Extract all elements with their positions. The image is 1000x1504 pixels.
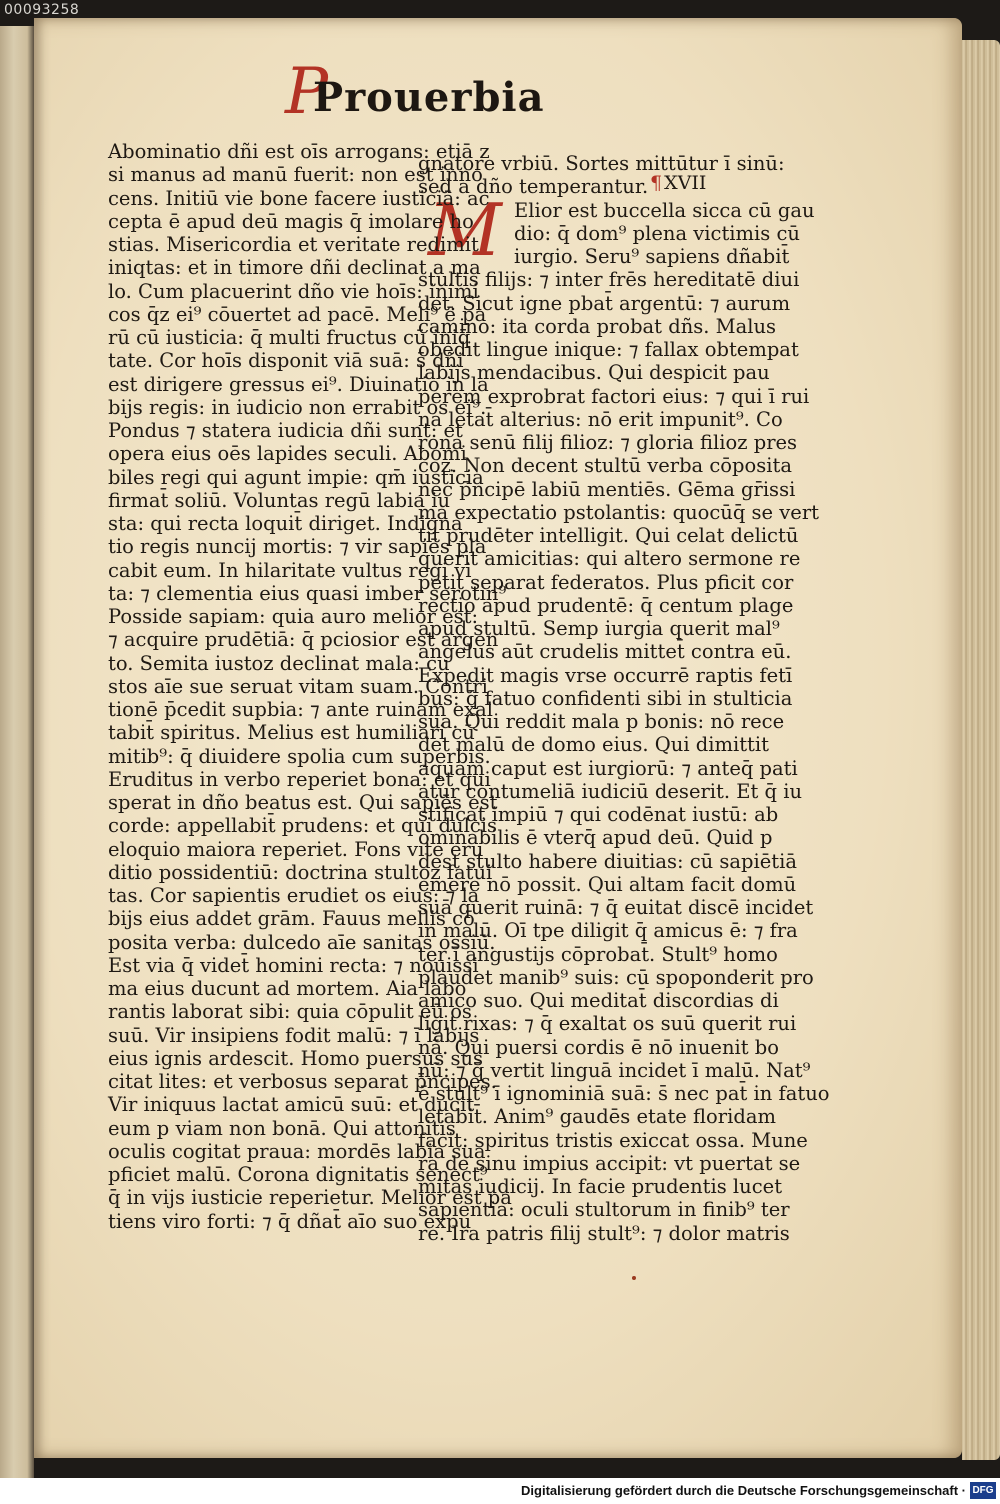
text-line: Est via q̄ videt̄ homini recta: ⁊ nouissi bbox=[108, 953, 479, 977]
text-column-right bbox=[418, 152, 830, 1245]
decorated-initial-letter: M bbox=[428, 188, 502, 272]
text-line: ma eius ducunt ad mortem. Aia labo bbox=[108, 977, 467, 1000]
text-line: sperat in dño beatus est. Qui sapiēs est bbox=[108, 791, 498, 814]
text-line: ditio possidentiū: doctrina stultoz fatui bbox=[108, 860, 493, 884]
text-line: corde: appellabit̄ prudens: et qui dulcis bbox=[108, 814, 497, 838]
text-line: angelus aūt crudelis mittet̄ contra eū. bbox=[418, 640, 792, 664]
text-line: ē stult⁹ ī ignominiā suā: s̄ nec pat̄ in fatuo bbox=[418, 1082, 830, 1105]
text-line: plaudet manib⁹ suis: cū spoponderit pro bbox=[418, 965, 814, 989]
chapter-number-text: XVII bbox=[664, 172, 707, 194]
text-line: in malū. Oī tpe diligit q̄ amicus ē: ⁊ fra bbox=[418, 919, 798, 943]
text-line: obedit lingue inique: ⁊ fallax obtempat bbox=[418, 338, 799, 361]
text-line: sapientia: oculi stultorum in finib⁹ ter bbox=[418, 1198, 790, 1222]
text-line: iurgio. Seru⁹ sapiens dñabit̄ bbox=[514, 245, 790, 268]
footer-bar bbox=[0, 1478, 1000, 1504]
text-line: bus: q̄ fatuo confidenti sibi in stulticia bbox=[418, 686, 793, 710]
text-line: det. Sicut igne pbat̄ argentū: ⁊ aurum bbox=[418, 291, 791, 315]
text-line: stultis filijs: ⁊ inter frēs hereditatē diui bbox=[418, 268, 800, 292]
text-line: aquam caput est iurgiorū: ⁊ anteq̄ pati bbox=[418, 756, 798, 780]
text-line: det malū de domo eius. Qui dimittit bbox=[418, 733, 769, 757]
text-line: querit amicitias: qui altero sermone re bbox=[418, 547, 801, 571]
funding-credit: Digitalisierung gefördert durch die Deutsche Forschungsgemeinschaft · bbox=[521, 1483, 966, 1498]
text-line: cabit eum. In hilaritate vultus regi vi bbox=[108, 558, 472, 582]
text-line: ra de sinu impius accipit: vt puertat se bbox=[418, 1151, 801, 1175]
dfg-logo: DFG bbox=[970, 1482, 996, 1499]
text-line: tate. Cor hoīs disponit viā suā: s̄ dñi bbox=[108, 349, 464, 373]
text-line: rectio apud prudentē: q̄ centum plage bbox=[418, 593, 794, 617]
page-stack-edge bbox=[962, 40, 1000, 1460]
text-line: petit separat federatos. Plus pficit cor bbox=[418, 570, 794, 594]
text-line: tit prudēter intelligit. Qui celat delictū bbox=[418, 524, 799, 547]
heading-initial: P bbox=[285, 55, 329, 129]
text-line: facit: spiritus tristis exiccat ossa. Mune bbox=[418, 1128, 808, 1152]
text-line: lo. Cum placuerint dño vie hoīs: inimi bbox=[108, 279, 479, 303]
text-line: Elior est buccella sicca cū gau bbox=[514, 198, 815, 222]
text-line: stos aīe sue seruat vitam suam. Contri bbox=[108, 674, 488, 698]
text-line: ma expectatio pstolantis: quocūq̄ se vert bbox=[418, 500, 820, 524]
text-line: emere nō possit. Qui altam facit domū bbox=[418, 872, 797, 896]
text-line: opera eius oēs lapides seculi. Abomi bbox=[108, 442, 467, 466]
text-line: Expedit magis vrse occurrē raptis fetī bbox=[418, 663, 793, 687]
text-line: Eruditus in verbo reperiet bona: et qui bbox=[108, 767, 491, 791]
running-heading bbox=[285, 55, 565, 140]
text-line: camino: ita corda probat dñs. Malus bbox=[418, 314, 777, 338]
text-line: coz. Non decent stultū verba cōposita bbox=[418, 454, 792, 478]
text-line: gnatore vrbiū. Sortes mittūtur ī sinū: bbox=[418, 152, 785, 175]
text-line: ter ī angustijs cōprobat̄. Stult⁹ homo bbox=[418, 942, 778, 966]
text-line: tionē p̄cedit supbia: ⁊ ante ruinam exal bbox=[108, 698, 494, 721]
text-line: na letat̄ alterius: nō erit impunit⁹. Co bbox=[418, 407, 783, 431]
text-line: stias. Misericordia et veritate redimit bbox=[108, 233, 479, 256]
text-line: ominabilis ē vterq̄ apud deū. Quid p bbox=[418, 826, 773, 850]
text-line: sed a dño temperantur. bbox=[418, 175, 649, 199]
text-line: q̄ in vijs iusticie reperietur. Melior est pa bbox=[108, 1186, 512, 1210]
text-line: biles regi qui agunt impie: qm̄ iusticia bbox=[108, 465, 484, 489]
text-line: ligit rixas: ⁊ q̄ exaltat os suū querit rui bbox=[418, 1012, 797, 1036]
text-line: suā querit ruinā: ⁊ q̄ euitat discē incidet bbox=[418, 896, 814, 919]
text-line: tas. Cor sapientis erudiet os eius: ⁊ la bbox=[108, 884, 480, 907]
text-line: tiens viro forti: ⁊ q̄ dñat̄ aīo suo expu bbox=[108, 1209, 472, 1233]
text-line: eius ignis ardescit. Homo puersus sus bbox=[108, 1046, 484, 1070]
text-line: posita verba: dulcedo aīe sanitas ossiū. bbox=[108, 930, 496, 954]
ink-spot bbox=[632, 1276, 636, 1280]
text-line: atur contumeliā iudiciū deserit. Et q̄ iu bbox=[418, 779, 803, 803]
text-line: nā. Qui puersi cordis ē nō inuenit bo bbox=[418, 1035, 779, 1059]
text-line: oculis cogitat praua: mordēs labia sua bbox=[108, 1139, 486, 1163]
text-line: re. Ira patris filij stult⁹: ⁊ dolor matris bbox=[418, 1221, 790, 1245]
text-line: cepta ē apud deū magis q̄ imolare ho bbox=[108, 209, 474, 233]
text-line: dest stulto habere diuitias: cū sapiētiā bbox=[418, 849, 798, 873]
text-line: mitas iudicij. In facie prudentis lucet bbox=[418, 1175, 783, 1198]
text-line: Pondus ⁊ statera iudicia dñi sunt: et bbox=[108, 419, 463, 442]
facing-page-edge bbox=[0, 26, 34, 1478]
text-line: citat lites: et verbosus separat p̄ncipes. bbox=[108, 1070, 497, 1093]
text-line: tabit̄ spiritus. Melius est humiliari cū bbox=[108, 721, 475, 745]
text-line: pficiet malū. Corona dignitatis senect⁹ bbox=[108, 1163, 488, 1186]
text-line: rantis laborat sibi: quia cōpulit eū os bbox=[108, 1000, 472, 1024]
text-line: perem exprobrat factori eius: ⁊ qui ī rui bbox=[418, 384, 810, 408]
text-line: tio regis nuncij mortis: ⁊ vir sapiēs pla bbox=[108, 535, 487, 559]
text-line: rona senū filij filioz: ⁊ gloria filioz pres bbox=[418, 431, 798, 454]
text-line: stificat impiū ⁊ qui codēnat iustū: ab bbox=[418, 803, 779, 826]
text-line: to. Semita iustoz declinat mala: cu bbox=[108, 651, 450, 675]
text-line: dio: q̄ dom⁹ plena victimis cū bbox=[514, 221, 800, 245]
heading-text: Prouerbia bbox=[313, 74, 545, 121]
text-line: est dirigere gressus ei⁹. Diuinatio in la bbox=[108, 372, 489, 396]
text-line: mitib⁹: q̄ diuidere spolia cum superbis. bbox=[108, 744, 491, 768]
text-line: sua. Qui reddit mala p bonis: nō rece bbox=[418, 710, 785, 733]
crop-number: 00093258 bbox=[4, 2, 80, 18]
text-line: nec p̄ncipē labiū mentiēs. Gēma gr̄issi bbox=[418, 477, 796, 501]
text-column-left bbox=[108, 140, 512, 1233]
text-line: si manus ad manū fuerit: non est inno bbox=[108, 163, 483, 187]
text-line: cos q̄z ei⁹ cōuertet ad pacē. Meli⁹ ē pa bbox=[108, 302, 487, 326]
text-line: suū. Vir insipiens fodit malū: ⁊ ī labijs bbox=[108, 1023, 480, 1047]
text-line: iniqtas: et in timore dñi declinat a ma bbox=[108, 256, 481, 280]
text-line: bijs eius addet grām. Fauus mellis cō bbox=[108, 907, 475, 931]
text-line: bijs regis: in iudicio non errabit os ei⁹. bbox=[108, 395, 487, 419]
text-line: Abominatio dñi est oīs arrogans: etiā z bbox=[108, 140, 490, 163]
text-line: eloquio maiora reperiet. Fons vite eru bbox=[108, 837, 484, 861]
text-line: Vir iniquus lactat amicū suū: et ducit bbox=[108, 1093, 475, 1117]
text-line: ⁊ acquire prudētiā: q̄ pciosior est argen bbox=[108, 628, 499, 652]
text-line: letabit̄. Anim⁹ gaudēs etate floridam bbox=[418, 1105, 776, 1129]
text-line: ta: ⁊ clementia eius quasi imber serotin⁹ bbox=[108, 581, 507, 605]
text-line: labijs mendacibus. Qui despicit pau bbox=[418, 361, 770, 385]
text-line: sta: qui recta loquit̄ diriget. Indigna bbox=[108, 512, 463, 535]
text-line: eum p viam non bonā. Qui attonitis bbox=[108, 1116, 456, 1140]
text-line: cens. Initiū vie bone facere iusticiā: ac bbox=[108, 186, 490, 210]
text-line: firmat̄ soliū. Voluntas regū labia iu bbox=[108, 488, 451, 512]
text-line: apud stultū. Semp iurgia querit mal⁹ bbox=[418, 617, 780, 640]
text-line: rū cū iusticia: q̄ multi fructus cū iniq̄ bbox=[108, 326, 471, 349]
text-line: amico suo. Qui meditat̄ discordias di bbox=[418, 989, 779, 1012]
text-line: nū: ⁊ q̄ vertit linguā incidet ī malū. Nat⁹ bbox=[418, 1058, 811, 1082]
text-line: Posside sapiam: quia auro melior est: bbox=[108, 605, 479, 628]
pilcrow-icon: ¶ bbox=[650, 172, 663, 194]
